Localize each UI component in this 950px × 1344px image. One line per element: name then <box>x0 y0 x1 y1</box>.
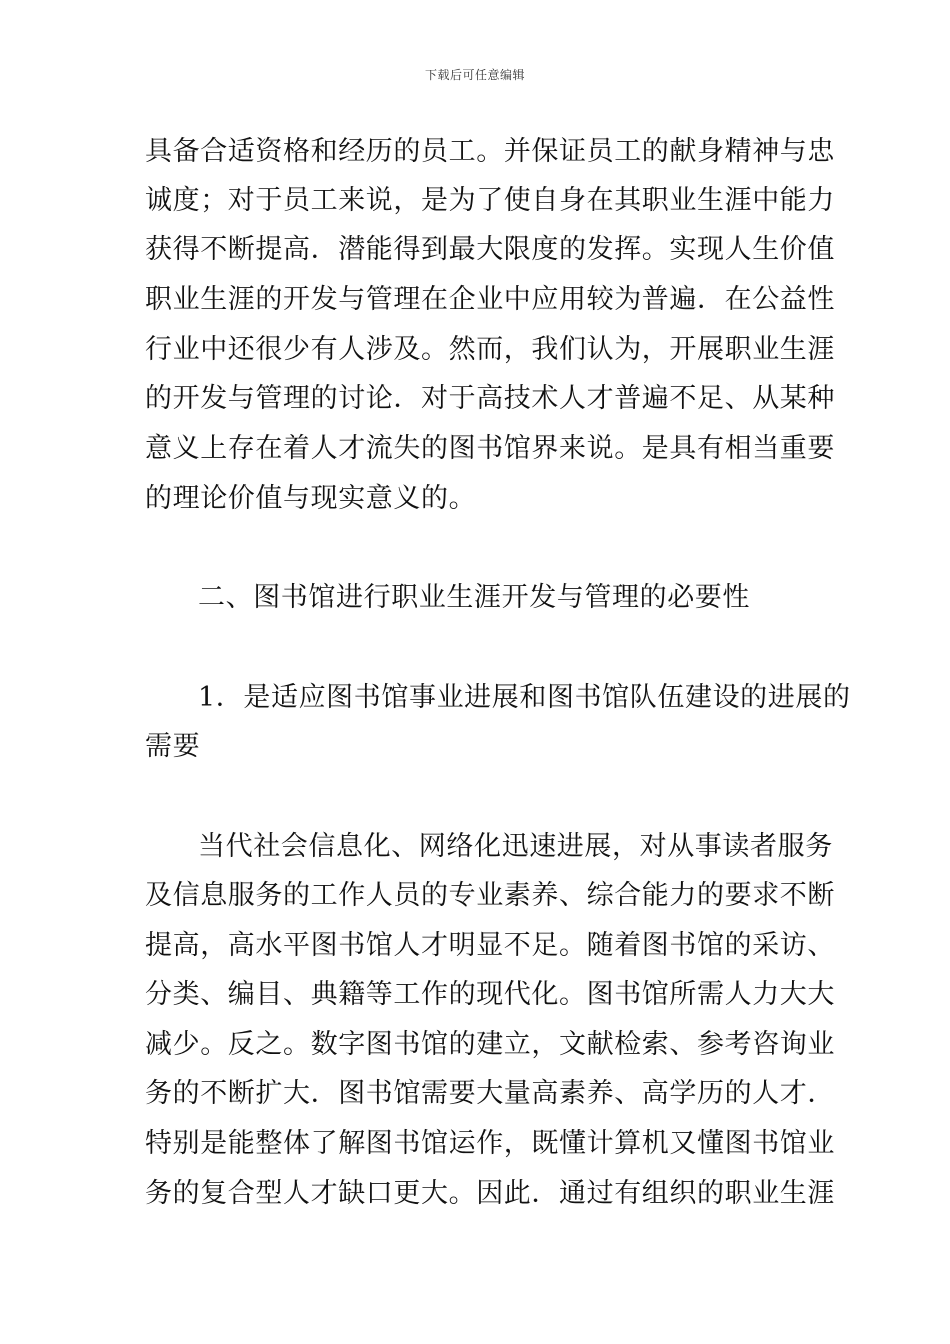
paragraph-line: 务的复合型人才缺口更大。因此．通过有组织的职业生涯 <box>145 1178 835 1209</box>
paragraph-line: 及信息服务的工作人员的专业素养、综合能力的要求不断 <box>145 880 835 911</box>
subheading-line: 需要 <box>145 731 201 762</box>
paragraph-line: 当代社会信息化、网络化迅速进展，对从事读者服务 <box>198 831 833 862</box>
paragraph-line: 提高，高水平图书馆人才明显不足。随着图书馆的采访、 <box>145 930 835 961</box>
paragraph-line: 诚度；对于员工来说，是为了使自身在其职业生涯中能力 <box>145 185 835 216</box>
paragraph-line: 意义上存在着人才流失的图书馆界来说。是具有相当重要 <box>145 433 835 464</box>
paragraph-line: 特别是能整体了解图书馆运作，既懂计算机又懂图书馆业 <box>145 1128 835 1159</box>
paragraph-line: 分类、编目、典籍等工作的现代化。图书馆所需人力大大 <box>145 979 835 1010</box>
page-header: 下载后可任意编辑 <box>424 68 525 82</box>
paragraph-line: 务的不断扩大．图书馆需要大量高素养、高学历的人才． <box>145 1078 835 1109</box>
paragraph-line: 职业生涯的开发与管理在企业中应用较为普遍．在公益性 <box>145 284 835 315</box>
paragraph-line: 具备合适资格和经历的员工。并保证员工的献身精神与忠 <box>145 136 835 167</box>
paragraph-line: 的开发与管理的讨论．对于高技术人才普遍不足、从某种 <box>145 383 835 414</box>
paragraph-line: 行业中还很少有人涉及。然而，我们认为，开展职业生涯 <box>145 334 835 365</box>
subheading-line: 1．是适应图书馆事业进展和图书馆队伍建设的进展的 <box>198 682 851 713</box>
paragraph-line: 获得不断提高．潜能得到最大限度的发挥。实现人生价值 <box>145 234 835 265</box>
paragraph-line: 的理论价值与现实意义的。 <box>145 483 477 514</box>
paragraph-line: 减少。反之。数字图书馆的建立，文献检索、参考咨询业 <box>145 1029 835 1060</box>
section-heading: 二、图书馆进行职业生涯开发与管理的必要性 <box>198 582 750 613</box>
